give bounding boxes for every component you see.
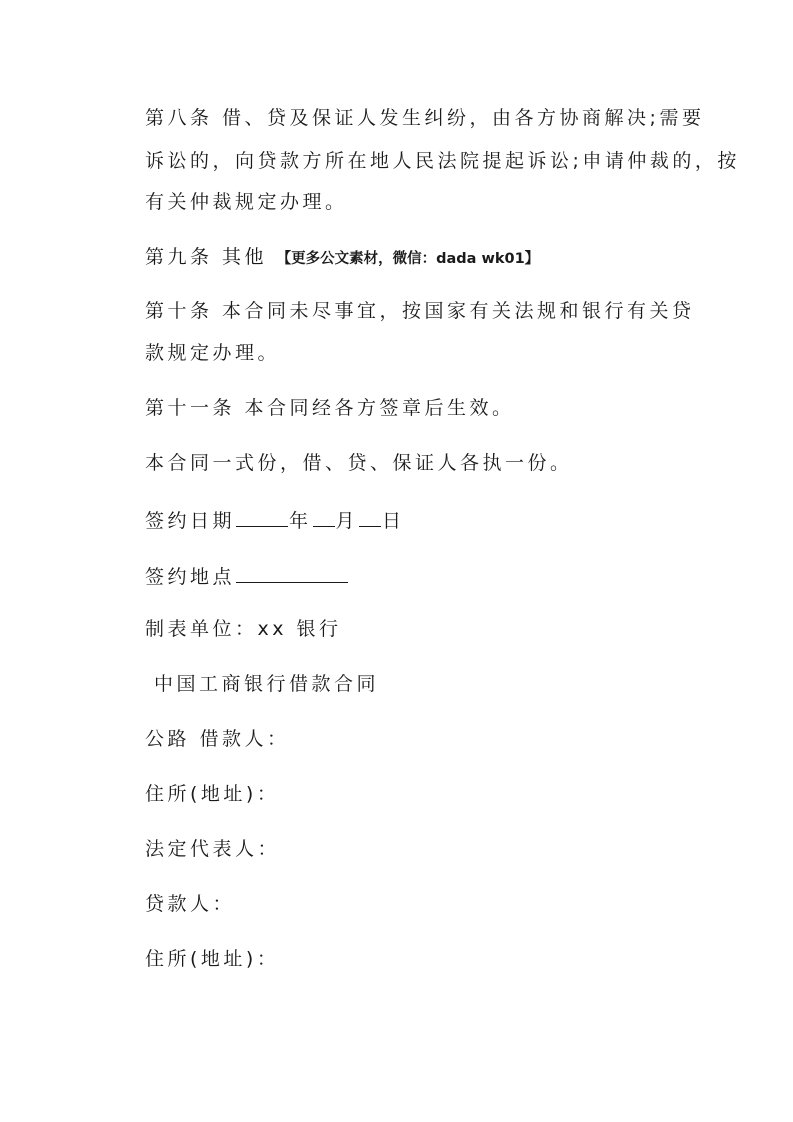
signing-date-label: 签约日期 xyxy=(145,510,236,532)
borrower-address-field: 住所(地址)： xyxy=(145,783,280,805)
legal-representative-field: 法定代表人： xyxy=(145,838,281,860)
lender-address-field: 住所(地址)： xyxy=(145,948,280,970)
article-8-line-2: 诉讼的，向贷款方所在地人民法院提起诉讼;申请仲裁的，按 xyxy=(145,150,740,172)
promo-note: 【更多公文素材，微信：dada wk01】 xyxy=(276,251,540,267)
month-blank xyxy=(313,506,335,527)
year-label: 年 xyxy=(289,510,312,532)
article-8-line-3: 有关仲裁规定办理。 xyxy=(145,191,348,213)
copies-clause: 本合同一式份，借、贷、保证人各执一份。 xyxy=(145,452,573,474)
year-blank xyxy=(236,506,288,527)
place-blank xyxy=(236,562,348,583)
signing-date xyxy=(145,506,405,533)
month-label: 月 xyxy=(335,510,359,532)
article-9-label: 第九条 其他 xyxy=(145,246,277,268)
article-10-line-1: 第十条 本合同未尽事宜，按国家有关法规和银行有关贷 xyxy=(145,300,695,322)
signing-place-label: 签约地点 xyxy=(145,566,236,588)
issuing-unit: 制表单位：xx 银行 xyxy=(145,618,342,640)
day-blank xyxy=(359,506,381,527)
contract-title: 中国工商银行借款合同 xyxy=(154,673,380,695)
article-9 xyxy=(145,245,539,271)
signing-place xyxy=(145,562,349,589)
day-label: 日 xyxy=(382,510,405,532)
lender-field: 贷款人： xyxy=(145,893,236,915)
article-8-line-1: 第八条 借、贷及保证人发生纠纷，由各方协商解决;需要 xyxy=(145,107,705,129)
article-11: 第十一条 本合同经各方签章后生效。 xyxy=(145,397,515,419)
borrower-field: 公路 借款人： xyxy=(145,728,290,750)
article-10-line-2: 款规定办理。 xyxy=(145,342,281,364)
